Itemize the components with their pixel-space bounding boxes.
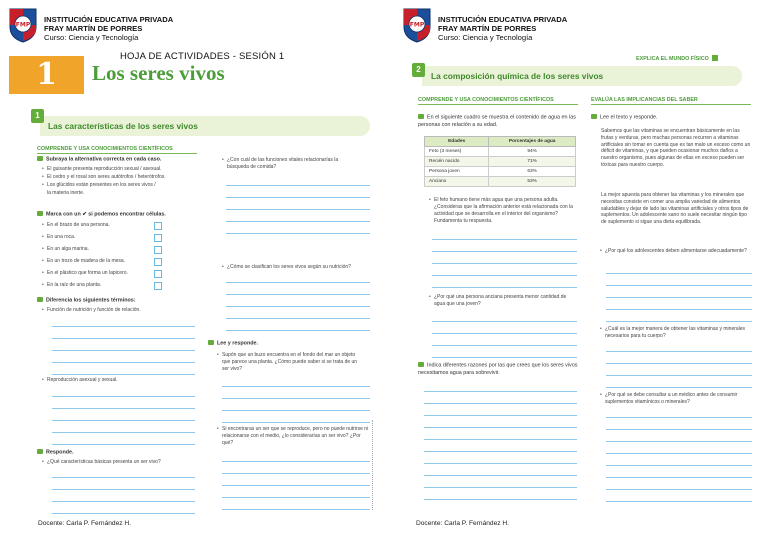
answer-lines[interactable]: [432, 228, 577, 288]
unit-title: Los seres vivos: [92, 61, 225, 85]
question: • Si encontraras un ser que se reproduce, pero no puede nutrirse ni relacionarse con el medio, ¿lo considerarías un ser vivo? ¿Por qué?: [222, 426, 370, 447]
answer-lines[interactable]: [52, 385, 195, 445]
answer-lines[interactable]: [226, 174, 370, 234]
school-name-line2: FRAY MARTÍN DE PORRES: [44, 24, 143, 33]
task-water-table: En el siguiente cuadro se muestra el contenido de agua en las personas con relación a su edad.: [418, 114, 576, 128]
question: • ¿Cuál es la mejor manera de obtener las vitaminas y minerales necesarios para tu cuerpo?: [605, 326, 750, 340]
school-shield-logo: [8, 7, 38, 43]
question: • El feto humano tiene más agua que una persona adulta. ¿Consideras que la afirmación anterior está relacionada con la actividad que se desarrolla en el interior del organismo? Fundamenta tu respuesta.: [434, 197, 576, 225]
worksheet-title: HOJA DE ACTIVIDADES - SESIÓN 1: [120, 51, 285, 62]
teacher-name: Docente: Carla P. Fernández H.: [416, 520, 509, 527]
table-row: Persona joven 63%: [425, 167, 576, 177]
teacher-name: Docente: Carla P. Fernández H.: [38, 520, 131, 527]
school-header: [44, 15, 173, 42]
water-table: [424, 136, 576, 187]
list-item: • En la raíz de una planta.: [47, 282, 101, 289]
list-item: • Reproducción asexual y sexual.: [47, 377, 118, 384]
table-row: Feto (3 meses) 94%: [425, 147, 576, 157]
list-item: • En una roca.: [47, 234, 75, 241]
question: • ¿Por qué los adolescentes deben alimentarse adecuadamente?: [605, 248, 750, 255]
question: • ¿Con cuál de las funciones vitales relacionarías la búsqueda de comida?: [227, 157, 357, 171]
task-read-text: Lee el texto y responde.: [591, 114, 756, 122]
section-number: 2: [412, 63, 425, 77]
section-number: 1: [31, 109, 44, 123]
answer-lines[interactable]: [606, 262, 752, 322]
checkbox[interactable]: [154, 234, 162, 242]
section-title: La composición química de los seres vivos: [431, 71, 604, 81]
school-name-line1: INSTITUCIÓN EDUCATIVA PRIVADA: [438, 15, 568, 24]
question: • Supón que un buzo encuentra en el fondo del mar un objeto que parece una planta. ¿Cómo puede saber si se trata de un ser vivo?: [222, 352, 362, 373]
section-title: Las características de los seres vivos: [48, 121, 198, 131]
list-item: • En el plástico que forma un lapicero.: [47, 270, 128, 277]
school-name-line1: INSTITUCIÓN EDUCATIVA PRIVADA: [44, 15, 174, 24]
subheading: COMPRENDE Y USA CONOCIMIENTOS CIENTÍFICOS: [418, 97, 578, 105]
list-item: • En un alga marina.: [47, 246, 89, 253]
list-item: • Los glúcidos están presentes en los seres vivos /: [47, 182, 156, 189]
list-item: • Función de nutrición y función de relación.: [47, 307, 141, 314]
question: • ¿Por qué una persona anciana presenta menor cantidad de agua que una joven?: [434, 294, 576, 308]
list-item: • En un trozo de madera de la mesa.: [47, 258, 125, 265]
session-number: 1: [9, 56, 84, 94]
list-item: • En el brazo de una persona.: [47, 222, 110, 229]
answer-lines[interactable]: [226, 271, 370, 331]
svg-text:FMP: FMP: [15, 21, 31, 29]
answer-lines[interactable]: [52, 466, 195, 514]
list-item: • El guisante presenta reproducción sexual / asexual.: [47, 166, 162, 173]
checkbox[interactable]: [154, 246, 162, 254]
answer-lines[interactable]: [222, 450, 370, 510]
table-row: Anciano 53%: [425, 177, 576, 187]
task-water-reasons: Indica diferentes razones por las que crees que los seres vivos necesitamos agua para sobrevivir.: [418, 362, 578, 376]
checkbox[interactable]: [154, 258, 162, 266]
answer-lines[interactable]: [432, 310, 577, 358]
list-item: • El cedro y el rosal son seres autótrofos / heterótrofos.: [47, 174, 166, 181]
checkbox[interactable]: [154, 270, 162, 278]
subheading: EVALÚA LAS IMPLICANCIAS DEL SABER: [591, 97, 751, 105]
explica-label: EXPLICA EL MUNDO FÍSICO: [636, 55, 718, 62]
answer-lines[interactable]: [606, 340, 752, 388]
school-name-line2: FRAY MARTÍN DE PORRES: [438, 24, 537, 33]
table-header: Edades: [425, 137, 489, 147]
checkbox[interactable]: [154, 282, 162, 290]
right-page: [384, 0, 768, 543]
table-header: Porcentajes de agua: [489, 137, 576, 147]
question: • ¿Por qué se debe consultar a un médico antes de consumir suplementos vitamínicos o minerales?: [605, 392, 750, 406]
svg-text:FMP: FMP: [409, 21, 425, 29]
task-differentiate: Diferencia los siguientes términos:: [37, 297, 202, 305]
task-read-respond: Lee y responde.: [208, 340, 373, 348]
answer-lines[interactable]: [52, 315, 195, 375]
answer-lines[interactable]: [222, 375, 370, 423]
list-item-continuation: la materia inerte.: [47, 190, 85, 196]
subheading: COMPRENDE Y USA CONOCIMIENTOS CIENTÍFICOS: [37, 146, 197, 154]
checkbox[interactable]: [154, 222, 162, 230]
question: • ¿Cómo se clasifican los seres vivos según su nutrición?: [227, 264, 367, 271]
task-respond: Responde.: [37, 449, 202, 457]
school-shield-logo: [402, 7, 432, 43]
list-item: • ¿Qué características básicas presenta un ser vivo?: [47, 459, 161, 466]
task-underline: Subraya la alternativa correcta en cada caso.: [37, 156, 202, 164]
answer-lines[interactable]: [606, 406, 752, 502]
table-row: Recién nacido 71%: [425, 157, 576, 167]
margin-rule: [372, 420, 373, 510]
school-header: [438, 15, 567, 42]
answer-lines[interactable]: [424, 380, 577, 500]
reading-paragraph: La mejor apuesta para obtener las vitaminas y los minerales que necesitas consiste en comer una amplia variedad de alimentos saludables y dejar de lado las vitaminas artificiales y otros tipos de suplementos. Un adolescente sano no suele necesitar ningún tipo de suplemento si sigue una dieta equilibrada.: [601, 192, 749, 226]
reading-paragraph: Sabemos que las vitaminas se encuentran básicamente en las frutas y verduras, pero muchas personas recurren a vitaminas artificiales sin tomar en cuenta que es tan malo un exceso como un déficit de vitaminas, y que pueden ocasionar muchos daños a nuestro organismo, pues algunas de ellas en exceso pueden ser tóxicas para nuestro cuerpo.: [601, 128, 751, 168]
task-mark-cells: Marca con un ✔ si podemos encontrar células.: [37, 211, 202, 219]
course-label: Curso: Ciencia y Tecnología: [44, 33, 139, 42]
course-label: Curso: Ciencia y Tecnología: [438, 33, 533, 42]
